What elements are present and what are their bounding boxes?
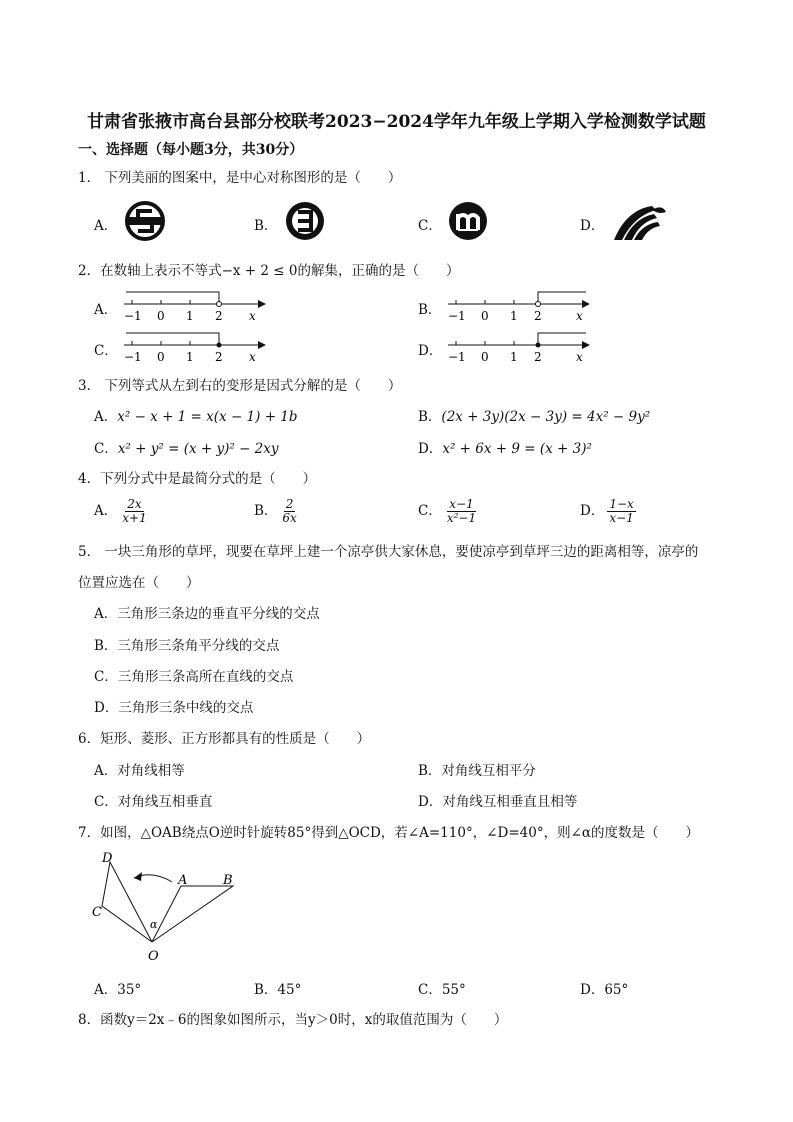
q4-option-b: B． $\frac{2}{6x}$	[254, 497, 297, 525]
question-1-stem: 1． 下列美丽的图案中，是中心对称图形的是（ ）	[78, 170, 402, 186]
q5-option-b: B．三角形三条角平分线的交点	[94, 638, 280, 654]
label-D: D	[102, 851, 113, 866]
tick-label: 2	[534, 309, 542, 323]
rotation-figure	[88, 848, 248, 966]
question-5-stem: 5． 一块三角形的草坪，现要在草坪上建一个凉亭供大家休息，要使凉亭到草坪三边的距离相等，凉亭的	[78, 544, 699, 560]
tick-label: −1	[124, 309, 142, 323]
tick-label: 1	[186, 350, 194, 364]
tick-label: 2	[534, 350, 542, 364]
question-3-stem: 3． 下列等式从左到右的变形是因式分解的是（ ）	[78, 378, 402, 394]
q1-label-d: D．	[580, 218, 605, 234]
q4-option-c: C． $\frac{x-1}{\text{x²−1}}$	[418, 497, 477, 525]
question-8-stem: 8．函数y＝2x﹣6的图象如图所示，当y＞0时，x的取值范围为（ ）	[78, 1012, 508, 1028]
q7-option-b: B．45°	[254, 982, 302, 998]
tick-label: 0	[481, 309, 489, 323]
logo-b-icon	[284, 200, 326, 246]
axis-var: x	[249, 309, 256, 323]
q3-option-a: A．x² − x + 1 = x(x − 1) + 1b	[94, 409, 298, 425]
tick-label: −1	[124, 350, 142, 364]
label-alpha: α	[150, 918, 158, 931]
q7-option-d: D．65°	[580, 982, 629, 998]
tick-label: −1	[448, 350, 466, 364]
question-5-stem-cont: 位置应选在（ ）	[78, 575, 200, 591]
tick-label: 1	[510, 350, 518, 364]
axis-var: x	[576, 350, 583, 364]
axis-var: x	[576, 309, 583, 323]
q2-label-c: C．	[94, 343, 118, 359]
tick-label: 2	[215, 350, 223, 364]
q5-option-d: D．三角形三条中线的交点	[94, 700, 254, 716]
tick-label: 2	[215, 309, 223, 323]
tick-label: 0	[157, 350, 165, 364]
label-A: A	[178, 873, 188, 888]
q3-option-c: C．x² + y² = (x + y)² − 2xy	[94, 441, 279, 457]
q2-label-b: B．	[418, 302, 442, 318]
q5-option-a: A．三角形三条边的垂直平分线的交点	[94, 606, 320, 622]
number-line-a	[118, 288, 268, 324]
q7-option-c: C．55°	[418, 982, 466, 998]
tick-label: 0	[157, 309, 165, 323]
q2-label-d: D．	[418, 343, 443, 359]
tick-label: 1	[510, 309, 518, 323]
question-4-stem: 4．下列分式中是最简分式的是（ ）	[78, 471, 317, 487]
label-O: O	[148, 949, 159, 964]
q6-option-c: C．对角线互相垂直	[94, 794, 213, 810]
q5-option-c: C．三角形三条高所在直线的交点	[94, 669, 294, 685]
question-7-stem: 7．如图，△OAB绕点O逆时针旋转85°得到△OCD，若∠A=110°，∠D=40°，则∠α的度数是（ ）	[78, 825, 699, 841]
tick-label: 0	[481, 350, 489, 364]
q2-label-a: A．	[94, 302, 118, 318]
q1-label-b: B．	[254, 218, 278, 234]
logo-c-icon	[447, 200, 489, 246]
question-2-stem: 2．在数轴上表示不等式−x + 2 ≤ 0的解集，正确的是（ ）	[78, 263, 460, 279]
q4-option-d: D． $\frac{1-x}{x-1}$	[580, 497, 634, 525]
number-line-b	[442, 288, 592, 324]
logo-d-icon	[612, 202, 668, 246]
q3-option-d: D．x² + 6x + 9 = (x + 3)²	[418, 441, 592, 457]
tick-label: 1	[186, 309, 194, 323]
number-line-c	[118, 329, 268, 365]
question-6-stem: 6．矩形、菱形、正方形都具有的性质是（ ）	[78, 731, 371, 747]
q7-option-a: A．35°	[94, 982, 142, 998]
q4-option-a: A． $\frac{2x}{x+1}$	[94, 497, 147, 525]
q1-label-c: C．	[418, 218, 442, 234]
q6-option-b: B．对角线互相平分	[418, 763, 536, 779]
section-heading: 一、选择题（每小题3分，共30分）	[78, 142, 304, 158]
q6-option-a: A．对角线相等	[94, 763, 185, 779]
tick-label: −1	[448, 309, 466, 323]
axis-var: x	[249, 350, 256, 364]
label-C: C	[92, 905, 102, 920]
page-title: 甘肃省张掖市高台县部分校联考2023−2024学年九年级上学期入学检测数学试题	[87, 112, 706, 132]
q3-option-b: B．(2x + 3y)(2x − 3y) = 4x² − 9y²	[418, 409, 651, 425]
number-line-d	[442, 329, 592, 365]
q1-label-a: A．	[94, 218, 118, 234]
label-B: B	[223, 873, 233, 888]
logo-a-icon	[124, 200, 166, 246]
q6-option-d: D．对角线互相垂直且相等	[418, 794, 578, 810]
